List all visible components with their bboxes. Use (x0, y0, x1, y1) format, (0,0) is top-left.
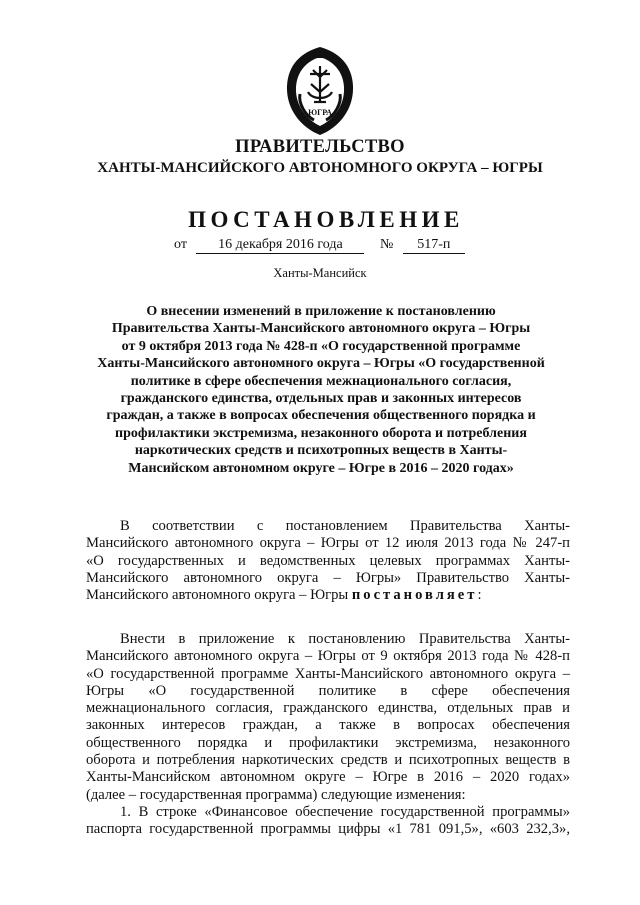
title-line: Правительства Ханты-Мансийского автономного округа – Югры (111, 321, 531, 337)
paragraph-line: законных интересов граждан, а также в вопросах обеспечения (86, 717, 570, 734)
paragraph-line: «О государственной программе Ханты-Мансийского автономного округа – (86, 665, 570, 682)
paragraph-line: «О государственных и ведомственных целевых программах Ханты- (86, 552, 570, 569)
paragraph-line: оборота и потребления наркотических средств и психотропных веществ в (86, 752, 570, 769)
paragraph-text: : (477, 587, 482, 604)
paragraph-line: общественного порядка и профилактики экстремизма, незаконного (86, 734, 570, 751)
date-number-line (174, 237, 465, 254)
coat-of-arms-emblem (280, 44, 360, 138)
resolution-keyword: постановляет (351, 587, 478, 604)
emblem-inscription: ЮГРА (308, 108, 332, 117)
paragraph-line: Мансийского автономного округа – Югры от 12 июля 2013 года № 247-п (86, 535, 570, 552)
resolution-paragraph (86, 631, 570, 839)
region-name: ХАНТЫ-МАНСИЙСКОГО АВТОНОМНОГО ОКРУГА – ЮГРЫ (97, 160, 543, 176)
document-type: ПОСТАНОВЛЕНИЕ (188, 207, 464, 232)
paragraph-line: (далее – государственная программа) следующие изменения: (86, 786, 466, 803)
document-title (86, 303, 556, 477)
date-prefix: от (174, 237, 187, 252)
title-line: Мансийском автономном округе – Югре в 2016 – 2020 годах» (128, 460, 514, 476)
paragraph-line: Югры «О государственной политике в сфере обеспечения (86, 682, 570, 699)
paragraph-line (86, 587, 570, 604)
paragraph-line: паспорта государственной программы цифры «1 781 091,5», «603 232,3», (86, 821, 570, 838)
title-line: О внесении изменений в приложение к постановлению (146, 304, 496, 319)
paragraph-line: межнационального согласия, гражданского единства, отдельных прав и (86, 700, 570, 717)
city-name: Ханты-Мансийск (273, 266, 367, 280)
paragraph-line: В соответствии с постановлением Правительства Ханты- (120, 518, 570, 534)
government-name: ПРАВИТЕЛЬСТВО (235, 137, 405, 157)
title-line: Ханты-Мансийского автономного округа – Югры «О государственной (97, 356, 545, 372)
document-date: 16 декабря 2016 года (196, 237, 364, 254)
title-line: от 9 октября 2013 года № 428-п «О государственной программе (121, 338, 521, 354)
title-line: профилактики экстремизма, незаконного оборота и потребления (115, 425, 527, 441)
paragraph-text: Мансийского автономного округа – Югры (86, 587, 352, 604)
paragraph-line: Внести в приложение к постановлению Правительства Ханты- (120, 631, 570, 647)
title-line: гражданского единства, отдельных прав и законных интересов (120, 391, 522, 407)
paragraph-line: Мансийского автономного округа – Югры от 9 октября 2013 года № 428-п (86, 648, 570, 665)
preamble-paragraph (86, 518, 570, 604)
paragraph-line: Мансийского автономного округа – Югры» Правительство Ханты- (86, 569, 570, 586)
number-prefix: № (379, 237, 394, 252)
paragraph-line: 1. В строке «Финансовое обеспечение государственной программы» (120, 803, 570, 820)
title-line: наркотических средств и психотропных веществ в Ханты- (134, 443, 508, 459)
document-number: 517-п (403, 237, 465, 254)
title-line: политике в сфере обеспечения межнационального согласия, (130, 373, 512, 389)
paragraph-line: Ханты-Мансийском автономном округе – Югре в 2016 – 2020 годах» (86, 769, 570, 786)
title-line: граждан, а также в вопросах обеспечения общественного порядка и (106, 408, 536, 424)
